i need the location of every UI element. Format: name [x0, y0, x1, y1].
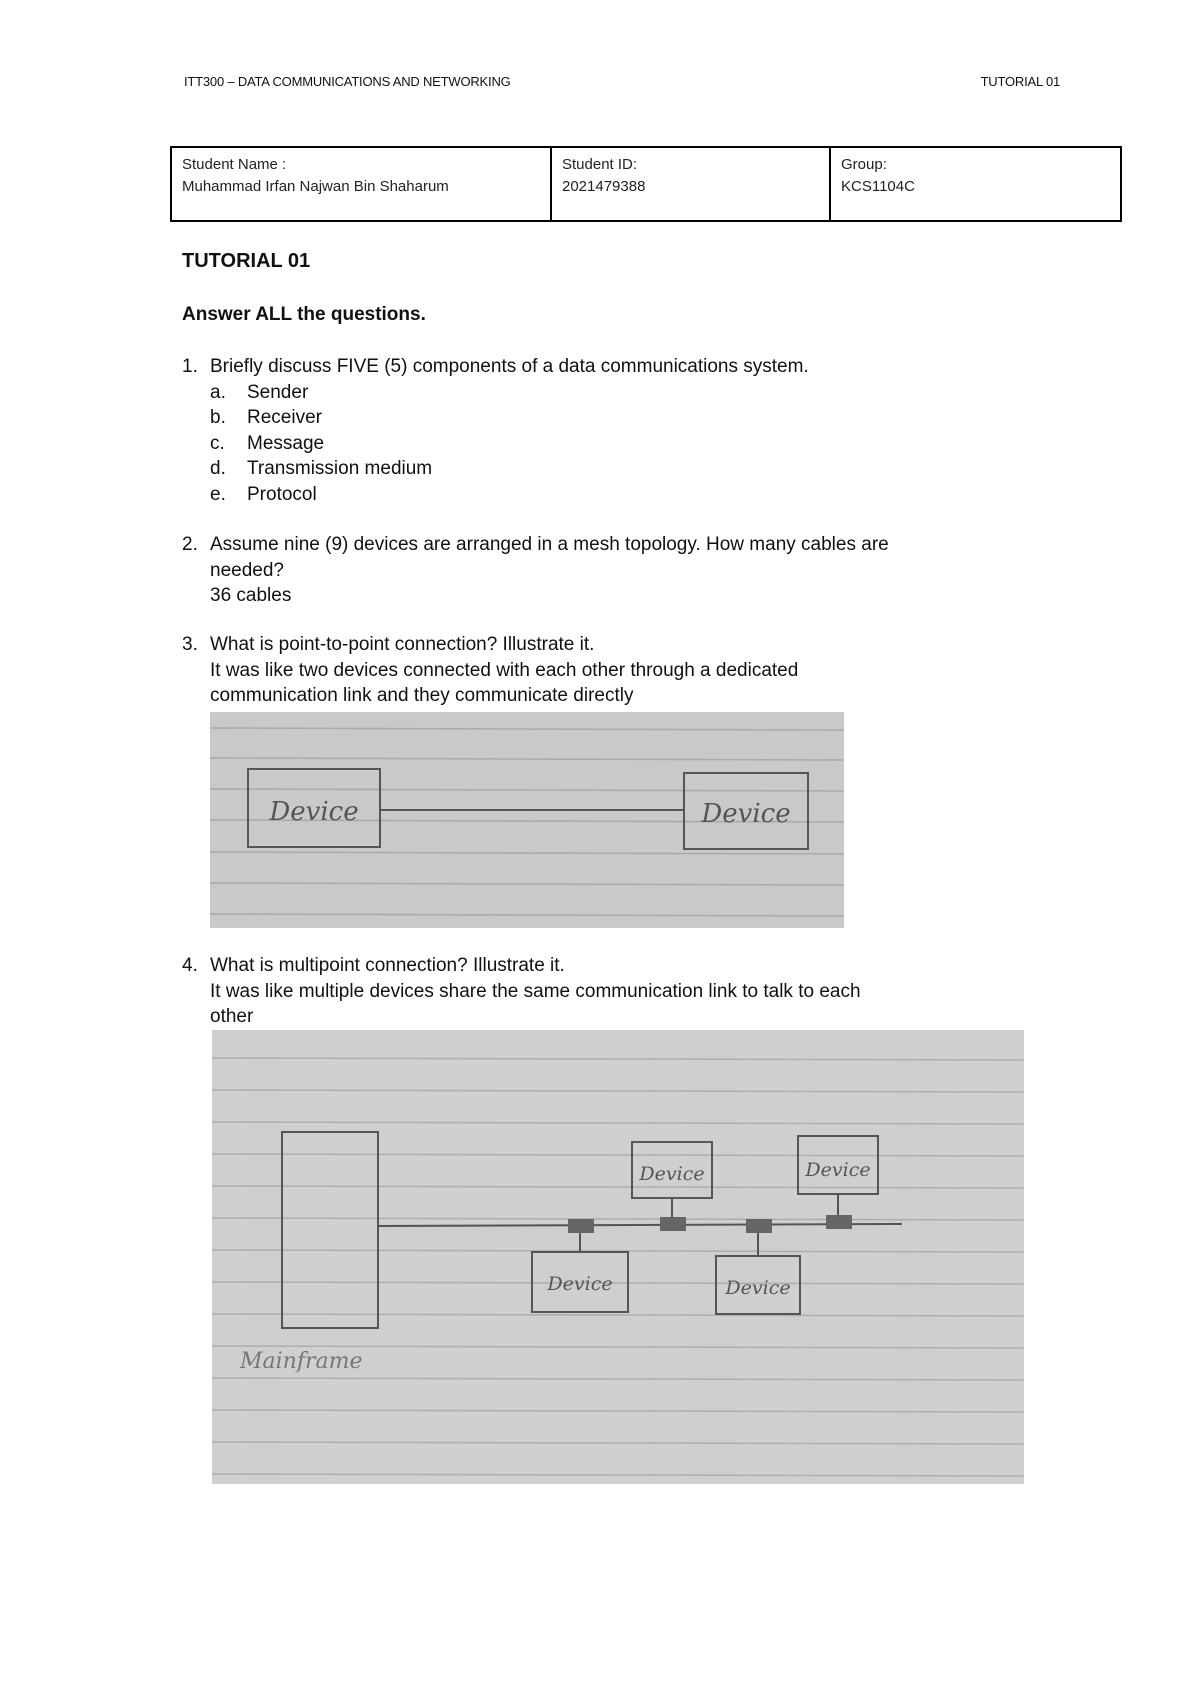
- student-name-cell: [171, 147, 551, 221]
- group-value: KCS1104C: [841, 178, 915, 195]
- question-1: [182, 354, 1062, 507]
- multipoint-sketch: [212, 1030, 1024, 1484]
- question-number: 3.: [182, 634, 198, 655]
- answer-text: communication link and they communicate directly: [210, 685, 634, 706]
- mainframe-label: Mainframe: [240, 1349, 363, 1374]
- instruction: Answer ALL the questions.: [182, 304, 426, 325]
- device-label: Device: [701, 799, 791, 829]
- page-title: TUTORIAL 01: [182, 250, 311, 272]
- device-label: Device: [725, 1277, 791, 1299]
- course-title: ITT300 – DATA COMMUNICATIONS AND NETWORKING: [184, 74, 511, 89]
- question-text: Assume nine (9) devices are arranged in a mesh topology. How many cables are: [210, 534, 889, 555]
- answer-text: It was like multiple devices share the same communication link to talk to each: [210, 980, 861, 1002]
- page-header: [184, 74, 1060, 89]
- question-text: What is multipoint connection? Illustrate it.: [210, 955, 565, 976]
- list-item: a. Sender: [210, 381, 309, 403]
- list-item: b. Receiver: [210, 407, 322, 428]
- question-4: [182, 953, 1062, 1030]
- list-item: c. Message: [210, 432, 325, 454]
- question-3: [182, 632, 1062, 709]
- student-id-cell: [551, 147, 830, 221]
- answer-text: It was like two devices connected with each other through a dedicated: [210, 659, 799, 681]
- question-text: What is point-to-point connection? Illustrate it.: [210, 634, 595, 655]
- device-label: Device: [639, 1163, 705, 1185]
- question-2: [182, 532, 1062, 609]
- student-name-label: Student Name :: [182, 156, 287, 173]
- answer-text: other: [210, 1006, 254, 1027]
- question-number: 2.: [182, 534, 198, 555]
- question-number: 4.: [182, 955, 198, 976]
- document-code: TUTORIAL 01: [980, 74, 1060, 89]
- student-name-value: Muhammad Irfan Najwan Bin Shaharum: [182, 178, 449, 195]
- device-label: Device: [805, 1159, 871, 1181]
- point-to-point-sketch: [210, 712, 844, 928]
- list-item: d. Transmission medium: [210, 458, 433, 479]
- question-number: 1.: [182, 356, 198, 377]
- device-label: Device: [547, 1273, 613, 1295]
- answer-text: 36 cables: [210, 585, 292, 606]
- group-label: Group:: [841, 156, 887, 173]
- question-text: Briefly discuss FIVE (5) components of a data communications system.: [210, 356, 809, 377]
- student-id-value: 2021479388: [562, 178, 646, 195]
- list-item: e. Protocol: [210, 483, 317, 505]
- student-info-table: [170, 146, 1122, 222]
- student-id-label: Student ID:: [562, 156, 638, 173]
- question-text: needed?: [210, 559, 284, 581]
- device-label: Device: [269, 797, 359, 827]
- group-cell: [830, 147, 1121, 221]
